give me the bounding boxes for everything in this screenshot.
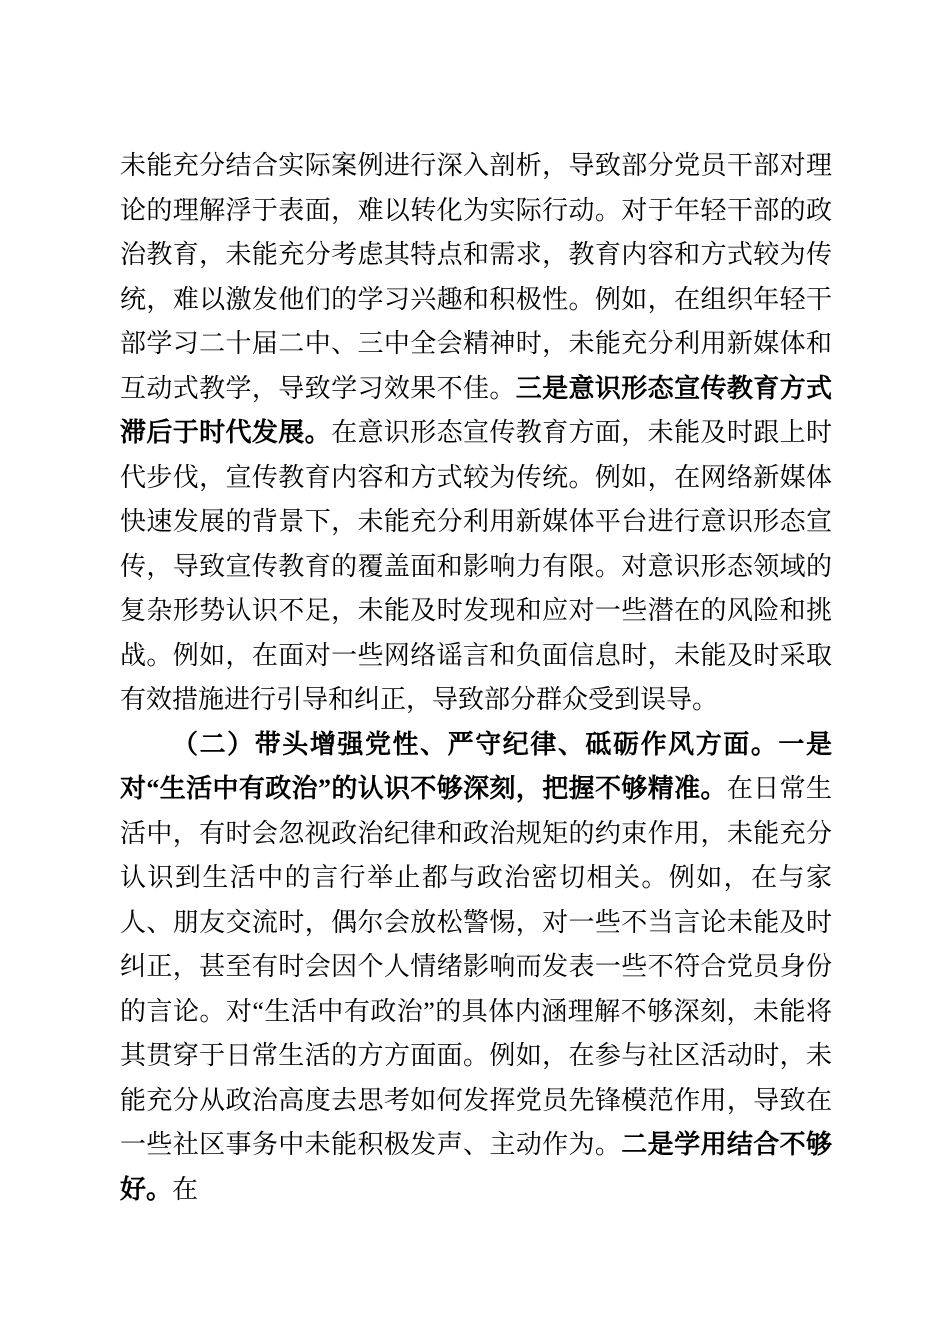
body-text-run: 未能充分结合实际案例进行深入剖析，导致部分党员干部对理论的理解浮于表面，难以转化为实际行动。对于年轻干部的政治教育，未能充分考虑其特点和需求，教育内容和方式较为传统，难以激发他们的学习兴趣和积极性。例如，在组织年轻干部学习二十届二中、三中全会精神时，未能充分利用新媒体和互动式教学，导致学习效果不佳。	[120, 151, 832, 403]
body-text-run: 在意识形态宣传教育方面，未能及时跟上时代步伐，宣传教育内容和方式较为传统。例如，在网络新媒体快速发展的背景下，未能充分利用新媒体平台进行意识形态宣传，导致宣传教育的覆盖面和影响力有限。对意识形态领域的复杂形势认识不足，未能及时发现和应对一些潜在的风险和挑战。例如，在面对一些网络谣言和负面信息时，未能及时采取有效措施进行引导和纠正，导致部分群众受到误导。	[120, 418, 832, 714]
paragraph	[120, 144, 832, 723]
emphasis-text-run: 三是意识形态宣传教育方式滞后于时代发展。	[120, 373, 832, 447]
body-text-run: 在	[172, 1174, 199, 1204]
emphasis-text-run: 二是学用结合不够好。	[120, 1130, 832, 1204]
paragraph	[120, 723, 832, 1213]
document-body	[120, 144, 832, 1212]
body-text-run: 在日常生活中，有时会忽视政治纪律和政治规矩的约束作用，未能充分认识到生活中的言行举止都与政治密切相关。例如，在与家人、朋友交流时，偶尔会放松警惕，对一些不当言论未能及时纠正，甚至有时会因个人情绪影响而发表一些不符合党员身份的言论。对“生活中有政治”的具体内涵理解不够深刻，未能将其贯穿于日常生活的方方面面。例如，在参与社区活动时，未能充分从政治高度去思考如何发挥党员先锋模范作用，导致在一些社区事务中未能积极发声、主动作为。	[120, 774, 832, 1159]
emphasis-text-run: （二）带头增强党性、严守纪律、砥砺作风方面。一是对“生活中有政治”的认识不够深刻，把握不够精准。	[120, 729, 832, 803]
